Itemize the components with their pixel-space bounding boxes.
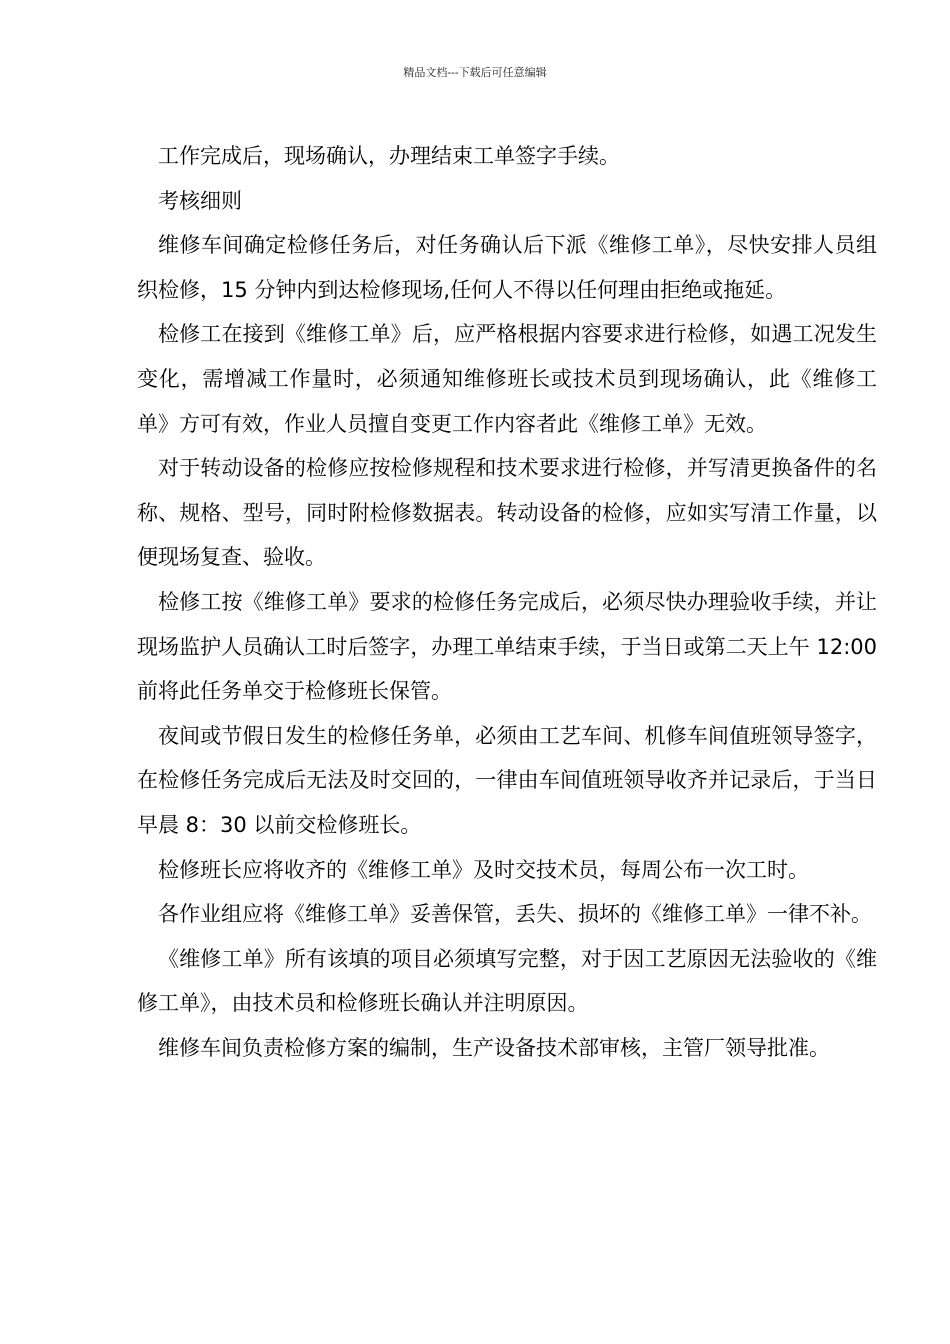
paragraph-completion: 工作完成后，现场确认，办理结束工单签字手续。 xyxy=(158,144,620,168)
paragraph-night-holiday: 夜间或节假日发生的检修任务单，必须由工艺车间、机修车间值班领导签字，在检修任务完成后无法及时交回的，一律由车间值班领导收齐并记录后，于当日早晨 8：30 以前交检修班长。 xyxy=(137,723,877,837)
paragraph-complete-fields: 《维修工单》所有该填的项目必须填写完整，对于因工艺原因无法验收的《维修工单》，由技术员和检修班长确认并注明原因。 xyxy=(137,946,877,1016)
paragraph-work-change: 检修工在接到《维修工单》后，应严格根据内容要求进行检修，如遇工况发生变化，需增减工作量时，必须通知维修班长或技术员到现场确认，此《维修工单》方可有效，作业人员擅自变更工作内容者此《维修工单》无效。 xyxy=(137,322,877,436)
paragraph-hours-publish: 检修班长应将收齐的《维修工单》及时交技术员，每周公布一次工时。 xyxy=(158,857,809,882)
document-body xyxy=(137,134,877,1070)
section-heading-assessment: 考核细则 xyxy=(158,188,242,213)
page-header: 精品文档---下载后可任意编辑 xyxy=(403,66,547,79)
paragraph-plan-approval: 维修车间负责检修方案的编制，生产设备技术部审核，主管厂领导批准。 xyxy=(158,1035,830,1060)
paragraph-rotating-equipment: 对于转动设备的检修应按检修规程和技术要求进行检修，并写清更换备件的名称、规格、型号，同时附检修数据表。转动设备的检修，应如实写清工作量，以便现场复查、验收。 xyxy=(137,456,877,570)
paragraph-acceptance: 检修工按《维修工单》要求的检修任务完成后，必须尽快办理验收手续，并让现场监护人员确认工时后签字，办理工单结束手续，于当日或第二天上午 12:00 前将此任务单交于检修班长保管。 xyxy=(137,589,877,704)
paragraph-safekeeping: 各作业组应将《维修工单》妥善保管，丢失、损坏的《维修工单》一律不补。 xyxy=(158,902,872,927)
paragraph-dispatch: 维修车间确定检修任务后，对任务确认后下派《维修工单》，尽快安排人员组织检修，15 分钟内到达检修现场,任何人不得以任何理由拒绝或拖延。 xyxy=(137,233,877,302)
